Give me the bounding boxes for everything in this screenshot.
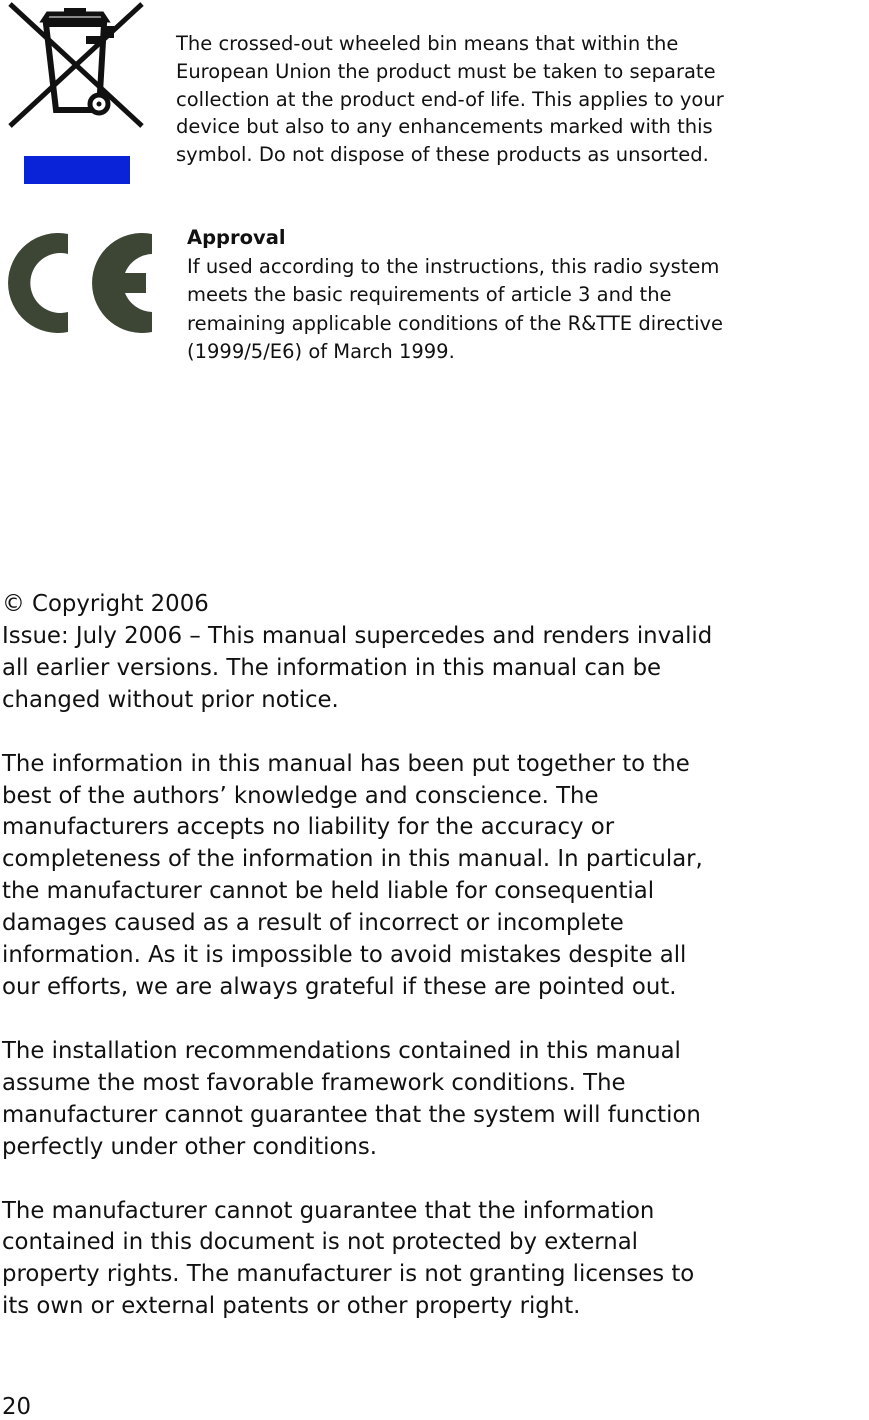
installation-paragraph: The installation recommendations contained in this manual assume the most favorable framework conditions. The manufacturer cannot guarantee that the system will function perfectly under other conditions. (2, 1037, 701, 1160)
approval-section (187, 224, 857, 367)
liability-paragraph: The information in this manual has been put together to the best of the authors’ knowledge and conscience. The manufacturers accepts no liability for the accuracy or completeness of the information in this manual. In particular, the manufacturer cannot be held liable for consequential damages caused as a result of incorrect or incomplete information. As it is impossible to avoid mistakes despite all our efforts, we are always grateful if these are pointed out. (2, 750, 703, 1000)
copyright-paragraph: © Copyright 2006 Issue: July 2006 – This manual supercedes and renders invalid all earlier versions. The information in this manual can be changed without prior notice. (2, 591, 713, 713)
approval-text: If used according to the instructions, this radio system meets the basic requirements of article 3 and the remaining applicable conditions of the R&TTE directive (1999/5/E6) of March 1999. (187, 254, 724, 364)
weee-notice-text: The crossed-out wheeled bin means that within the European Union the product must be taken to separate collection at the product end-of life. This applies to your device but also to any enhancements marked with this symbol. Do not dispose of these products as unsorted. (176, 32, 724, 167)
crossed-out-wheeled-bin-icon (4, 0, 144, 186)
approval-heading: Approval (187, 226, 286, 249)
ce-mark-icon (6, 228, 160, 338)
page-number: 20 (2, 1394, 32, 1420)
weee-bar (24, 156, 130, 184)
legal-notices (2, 589, 868, 1323)
property-rights-paragraph: The manufacturer cannot guarantee that the information contained in this document is not protected by external property rights. The manufacturer is not granting licenses to its own or external patents or other property right. (2, 1197, 695, 1320)
